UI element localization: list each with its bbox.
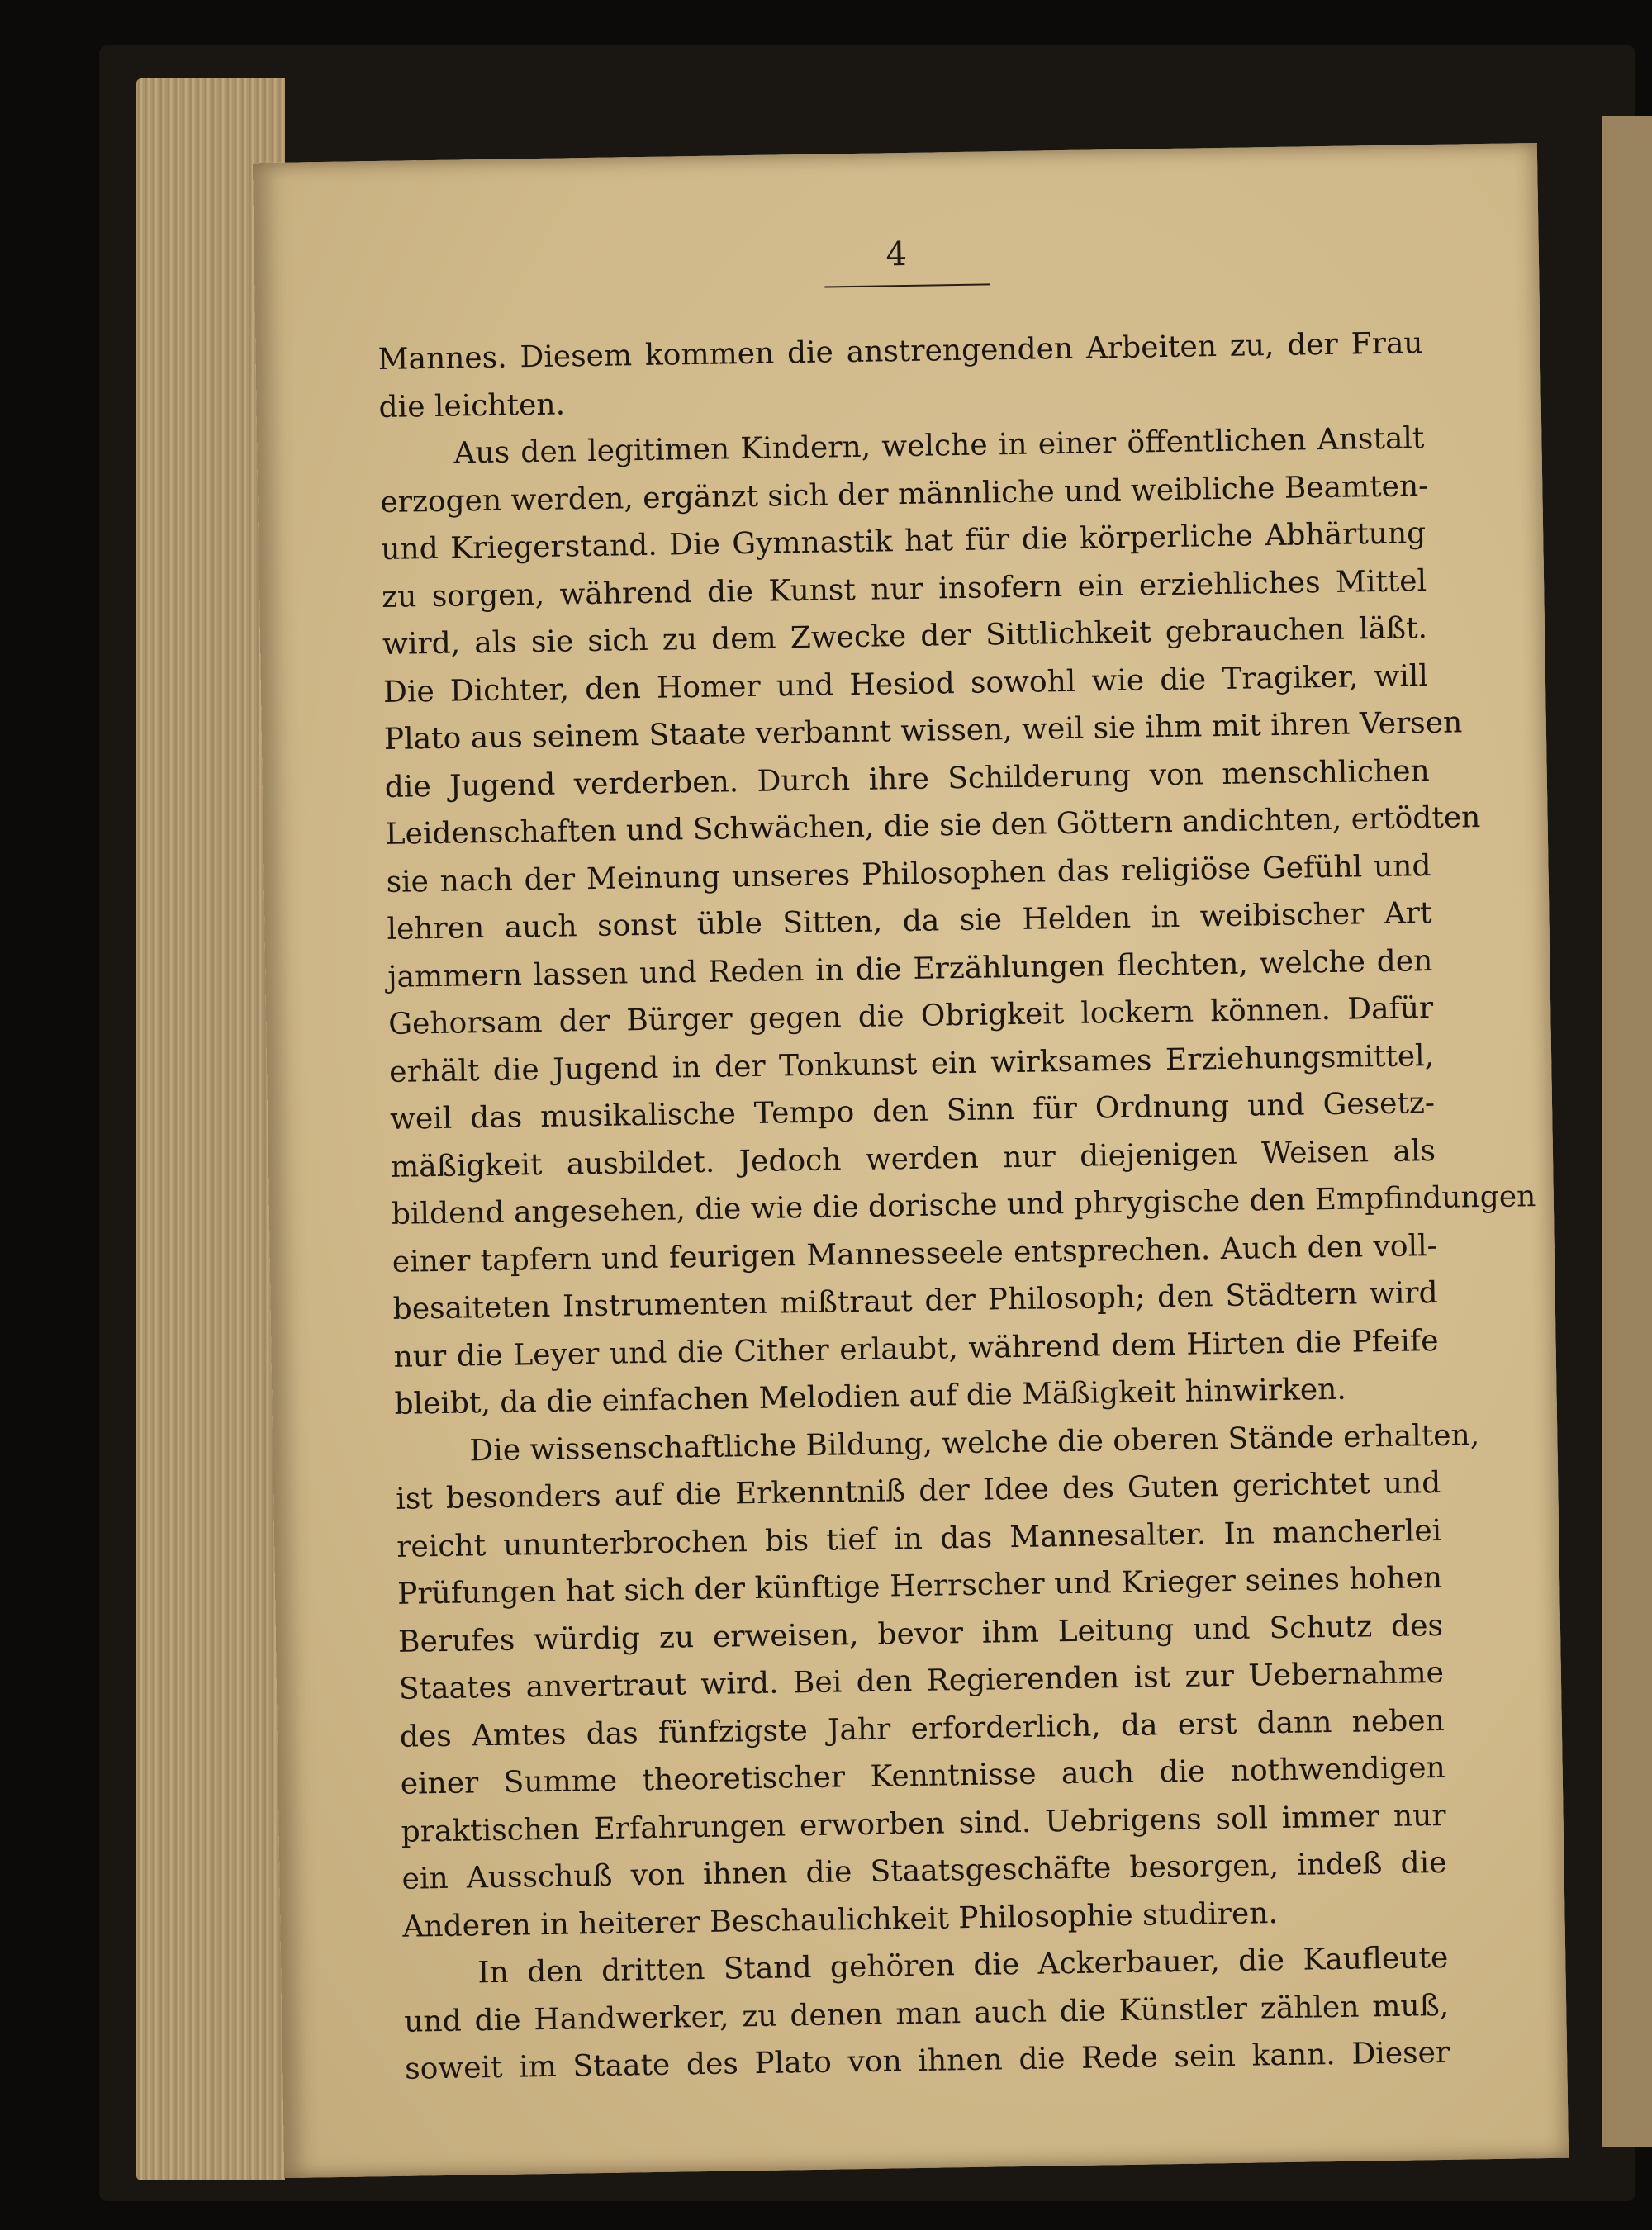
text-line: erhält die Jugend in der Tonkunst ein wirksames Erziehungsmittel, <box>388 1038 1435 1089</box>
text-line: reicht ununterbrochen bis tief in das Mannesalter. In mancherlei <box>396 1513 1442 1564</box>
text-line: sie nach der Meinung unseres Philosophen das religiöse Gefühl und <box>386 848 1431 899</box>
text-line: In den dritten Stand gehören die Ackerbauer, die Kaufleute <box>477 1940 1449 1990</box>
text-line: weil das musikalische Tempo den Sinn für Ordnung und Gesetz- <box>389 1086 1436 1136</box>
text-line: des Amtes das fünfzigste Jahr erforderlich, da erst dann neben <box>399 1703 1446 1754</box>
text-line: soweit im Staate des Plato von ihnen die Rede sein kann. Dieser <box>404 2035 1450 2086</box>
text-line: praktischen Erfahrungen erworben sind. Uebrigens soll immer nur <box>401 1798 1446 1849</box>
text-line: Anderen in heiterer Beschaulichkeit Philosophie studiren. <box>402 1896 1279 1944</box>
text-line: Staates anvertraut wird. Bei den Regierenden ist zur Uebernahme <box>398 1655 1445 1706</box>
text-line: Prüfungen hat sich der künftige Herrscher und Krieger seines hohen <box>396 1560 1443 1611</box>
text-line: bleibt, da die einfachen Melodien auf die Mäßigkeit hinwirken. <box>394 1372 1347 1421</box>
text-line: Mannes. Diesem kommen die anstrengenden Arbeiten zu, der Frau <box>377 326 1423 377</box>
text-line: ein Ausschuß von ihnen die Staatsgeschäfte besorgen, indeß die <box>401 1845 1447 1896</box>
body-text <box>377 320 1536 2093</box>
book-page <box>253 143 1569 2178</box>
text-line: und Kriegerstand. Die Gymnastik hat für die körperliche Abhärtung <box>380 516 1427 567</box>
page-number: 4 <box>885 235 908 274</box>
text-line: Die wissenschaftliche Bildung, welche die oberen Stände erhalten, <box>469 1417 1480 1468</box>
text-line: erzogen werden, ergänzt sich der männliche und weibliche Beamten- <box>380 468 1429 520</box>
text-line: bildend angesehen, die wie die dorische und phrygische den Empfindungen <box>391 1179 1536 1231</box>
text-line: die Jugend verderben. Durch ihre Schilderung von menschlichen <box>384 753 1430 804</box>
text-line: Die Dichter, den Homer und Hesiod sowohl wie die Tragiker, will <box>382 658 1429 709</box>
text-line: wird, als sie sich zu dem Zwecke der Sittlichkeit gebrauchen läßt. <box>382 611 1428 662</box>
text-line: einer Summe theoretischer Kenntnisse auch die nothwendigen <box>400 1750 1446 1801</box>
text-line: ist besonders auf die Erkenntniß der Idee des Guten gerichtet und <box>396 1465 1441 1516</box>
text-line: besaiteten Instrumenten mißtraut der Philosoph; den Städtern wird <box>392 1275 1438 1326</box>
text-line: einer tapfern und feurigen Mannesseele entsprechen. Auch den voll- <box>392 1228 1438 1279</box>
text-line: Leidenschaften und Schwächen, die sie den Göttern andichten, ertödten <box>385 800 1481 852</box>
text-line: Gehorsam der Bürger gegen die Obrigkeit lockern können. Dafür <box>388 991 1434 1041</box>
header-rule <box>824 283 990 287</box>
text-line: lehren auch sonst üble Sitten, da sie Helden in weibischer Art <box>387 896 1432 947</box>
text-line: zu sorgen, während die Kunst nur insofern ein erziehliches Mittel <box>381 563 1427 614</box>
facing-page-edge <box>1602 116 1652 2147</box>
text-line: nur die Leyer und die Cither erlaubt, während dem Hirten die Pfeife <box>393 1323 1439 1374</box>
text-line: die leichten. <box>378 387 566 425</box>
text-line: und die Handwerker, zu denen man auch die Künstler zählen muß, <box>403 1988 1450 2039</box>
text-line: Aus den legitimen Kindern, welche in einer öffentlichen Anstalt <box>453 421 1425 471</box>
text-line: Berufes würdig zu erweisen, bevor ihm Leitung und Schutz des <box>397 1608 1444 1659</box>
text-line: mäßigkeit ausbildet. Jedoch werden nur diejenigen Weisen als <box>390 1133 1436 1184</box>
text-line: Plato aus seinem Staate verbannt wissen, weil sie ihm mit ihren Versen <box>383 705 1463 757</box>
text-line: jammern lassen und Reden in die Erzählungen flechten, welche den <box>387 943 1433 994</box>
